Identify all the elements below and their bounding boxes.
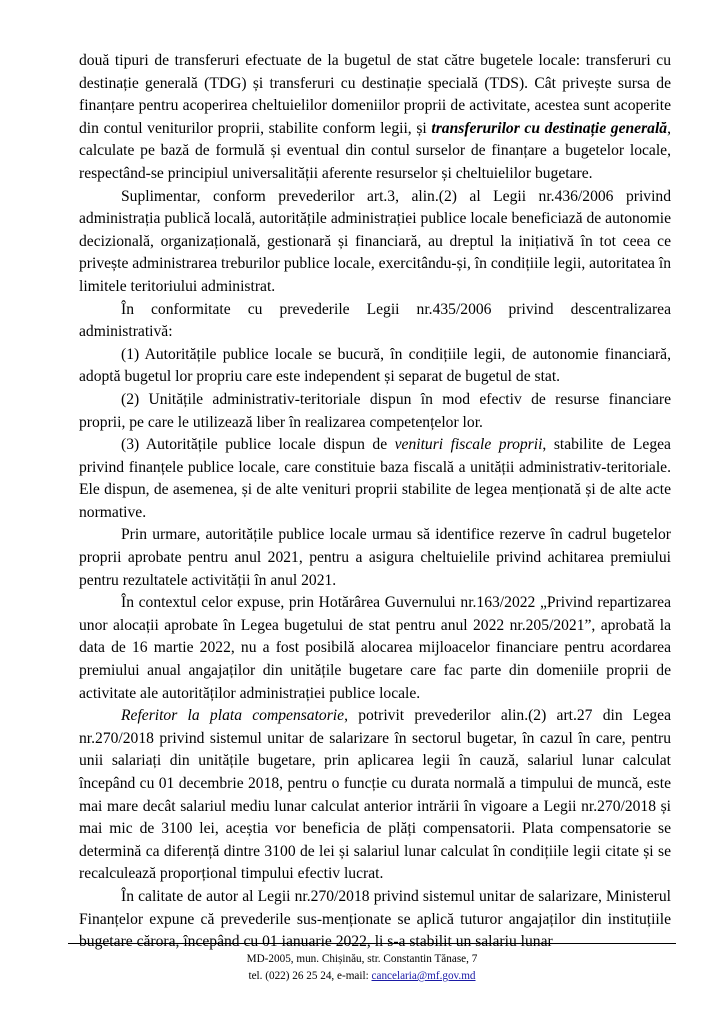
paragraph-text: două tipuri de transferuri efectuate de la bugetul de stat către bugetele locale: transferuri cu destinație generală (TDG) și transferuri cu destinație specială (TDS). Cât privește sursa de finanțare pentru acoperirea cheltuielilor domeniilor proprii de activitate, acestea sunt acoperite din contul veniturilor proprii, stabilite conform legii, și [79,52,671,137]
paragraph-government-decision: În contextul celor expuse, prin Hotărârea Guvernului nr.163/2022 „Privind repartizarea unor alocații aprobate în Legea bugetului de stat pentru anul 2022 nr.205/2021”, aprobată la data de 16 martie 2022, nu a fost posibilă alocarea mijloacelor financiare pentru acordarea premiului anual angajaților din unitățile bugetare care fac parte din domeniile proprii de activitate ale autorităților administrației publice locale. [79,594,671,702]
paragraph-reserves: Prin urmare, autoritățile publice locale urmau să identifice rezerve în cadrul bugetelor proprii aprobate pentru anul 2021, pentru a asigura cheltuielile privind achitarea premiului pentru rezultatele activității în anul 2021. [79,526,671,589]
document-body [79,50,671,954]
paragraph-text: (3) Autoritățile publice locale dispun de [121,436,395,454]
page-footer [0,951,724,985]
paragraph-compensatory-payment [79,705,671,886]
footer-phone: tel. (022) 26 25 24, e-mail: [248,970,372,982]
email-link[interactable]: cancelaria@mf.gov.md [371,970,476,982]
footer-contact [0,968,724,985]
emphasis-text: transferurilor cu destinație generală [431,119,668,137]
footer-divider [68,943,676,944]
emphasis-text: Referitor la plata compensatorie [121,707,345,725]
paragraph-text: , stabilite de Legea privind finanțele publice locale, care constituie baza fiscală a unității administrativ-teritoriale. Ele dispun, de asemenea, și de alte venituri proprii stabilite de legea menționată și de alte acte normative. [79,436,671,521]
paragraph-transfer-types [79,50,671,186]
paragraph-point-1: (1) Autoritățile publice locale se bucură, în condițiile legii, de autonomie financiară, adoptă bugetul lor propriu care este independent și separat de bugetul de stat. [79,345,671,386]
paragraph-text: , calculate pe bază de formulă și eventual din contul surselor de finanțare a bugetelor locale, respectând-se principiul universalității aferente resurselor și cheltuielilor bugetare. [79,119,672,182]
emphasis-text: venituri fiscale proprii [394,436,543,454]
paragraph-law-436: Suplimentar, conform prevederilor art.3, alin.(2) al Legii nr.436/2006 privind administrația publică locală, autoritățile administrației publice locale beneficiază de autonomie decizională, organizațională, gestionară și financiară, au dreptul la inițiativă în tot ceea ce privește administrarea treburilor publice locale, exercitându-și, în condițiile legii, autoritatea în limitele teritoriului administrat. [79,187,671,295]
paragraph-point-3 [79,434,671,524]
paragraph-ministry-statement: În calitate de autor al Legii nr.270/2018 privind sistemul unitar de salarizare, Ministerul Finanțelor expune că prevederile sus-menționate se aplică tuturor angajaților din instituțiile bugetare cărora, începând cu 01 ianuarie 2022, li s-a stabilit un salariu lunar [79,887,671,951]
paragraph-point-2: (2) Unitățile administrativ-teritoriale dispun în mod efectiv de resurse financiare proprii, pe care le utilizează liber în realizarea competențelor lor. [79,390,671,431]
footer-address: MD-2005, mun. Chișinău, str. Constantin Tănase, 7 [246,953,478,965]
paragraph-law-435: În conformitate cu prevederile Legii nr.435/2006 privind descentralizarea administrativă: [79,300,671,341]
paragraph-text: , potrivit prevederilor alin.(2) art.27 din Legea nr.270/2018 privind sistemul unitar de salarizare în sectorul bugetar, în cazul în care, pentru unii salariați din unitățile bugetare, prin aplicarea legii în cauză, salariul lunar calculat începând cu 01 decembrie 2018, pentru o funcție cu durata normală a timpului de muncă, este mai mare decât salariul mediu lunar calculat anterior intrării în vigoare a Legii nr.270/2018 și mai mic de 3100 lei, aceștia vor beneficia de plăți compensatorii. Plata compensatorie se determină ca diferență dintre 3100 de lei și salariul lunar calculat în condițiile legii citate și se recalculează proporțional timpului efectiv lucrat. [79,707,671,883]
